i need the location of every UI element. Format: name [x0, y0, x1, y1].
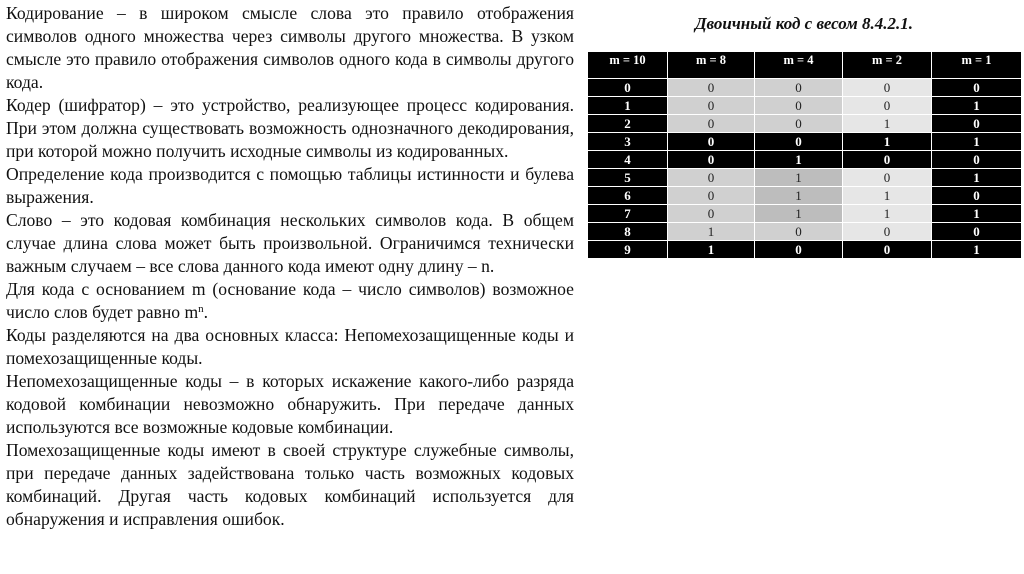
bit-cell: 0	[668, 133, 755, 151]
table-row	[588, 97, 1022, 115]
decimal-digit-cell: 5	[588, 169, 668, 187]
bit-cell: 0	[755, 133, 843, 151]
bit-cell: 0	[755, 79, 843, 97]
paragraph-code-classes: Коды разделяются на два основных класса: Непомехозащищенные коды и помехозащищенные коды.	[6, 325, 574, 368]
table-row	[588, 79, 1022, 97]
bit-cell: 0	[843, 151, 932, 169]
paragraph-word-count: Для кода с основанием m (основание кода – число символов) возможное число слов будет равно $m^n$.	[6, 279, 574, 322]
bit-cell: 1	[755, 151, 843, 169]
bit-cell: 0	[843, 223, 932, 241]
decimal-digit-cell: 9	[588, 241, 668, 259]
bit-cell: 0	[755, 97, 843, 115]
table-header-row	[588, 52, 1022, 79]
bit-cell: 1	[755, 169, 843, 187]
bit-cell: 1	[668, 241, 755, 259]
decimal-digit-cell: 4	[588, 151, 668, 169]
bit-cell: 1	[932, 133, 1022, 151]
table-row	[588, 187, 1022, 205]
bit-cell: 1	[843, 133, 932, 151]
table-row	[588, 115, 1022, 133]
bit-cell: 1	[932, 97, 1022, 115]
table-row	[588, 169, 1022, 187]
header-m10: m = 10	[588, 52, 668, 79]
bit-cell: 0	[932, 223, 1022, 241]
bit-cell: 0	[668, 115, 755, 133]
bit-cell: 0	[668, 97, 755, 115]
bit-cell: 1	[755, 187, 843, 205]
bit-cell: 0	[668, 205, 755, 223]
bit-cell: 0	[668, 151, 755, 169]
paragraph-word-definition: Слово – это кодовая комбинация нескольких символов кода. В общем случае длина слова может быть произвольной. Ограничимся технически важным случаем – все слова данного кода имеют одну длину – n.	[6, 210, 574, 276]
decimal-digit-cell: 0	[588, 79, 668, 97]
bit-cell: 0	[843, 79, 932, 97]
bit-cell: 0	[668, 169, 755, 187]
bit-cell: 1	[755, 205, 843, 223]
bit-cell: 0	[932, 151, 1022, 169]
table-row	[588, 241, 1022, 259]
bit-cell: 1	[843, 115, 932, 133]
header-m8: m = 8	[668, 52, 755, 79]
paragraph-code-specification: Определение кода производится с помощью таблицы истинности и булева выражения.	[6, 164, 574, 207]
bit-cell: 1	[932, 205, 1022, 223]
paragraph-coder-definition: Кодер (шифратор) – это устройство, реализующее процесс кодирования. При этом должна существовать возможность однозначного декодирования, при которой можно получить исходные символы из кодированных.	[6, 95, 574, 161]
decimal-digit-cell: 3	[588, 133, 668, 151]
table-row	[588, 205, 1022, 223]
bit-cell: 1	[843, 187, 932, 205]
bit-cell: 0	[843, 169, 932, 187]
table-row	[588, 133, 1022, 151]
bit-cell: 0	[755, 115, 843, 133]
decimal-digit-cell: 6	[588, 187, 668, 205]
bit-cell: 0	[932, 187, 1022, 205]
bit-cell: 0	[843, 241, 932, 259]
decimal-digit-cell: 7	[588, 205, 668, 223]
bit-cell: 1	[932, 169, 1022, 187]
bit-cell: 0	[932, 115, 1022, 133]
exponent-n: n	[198, 303, 204, 315]
body-text	[6, 2, 574, 574]
bit-cell: 1	[668, 223, 755, 241]
bit-cell: 0	[668, 79, 755, 97]
paragraph-unprotected-codes: Непомехозащищенные коды – в которых искажение какого-либо разряда кодовой комбинации невозможно обнаружить. При передаче данных используются все возможные кодовые комбинации.	[6, 371, 574, 437]
table-title: Двоичный код с весом 8.4.2.1.	[694, 14, 914, 33]
bit-cell: 0	[843, 97, 932, 115]
bit-cell: 1	[843, 205, 932, 223]
header-m1: m = 1	[932, 52, 1022, 79]
header-m2: m = 2	[843, 52, 932, 79]
decimal-digit-cell: 2	[588, 115, 668, 133]
binary-code-table	[587, 51, 1022, 259]
bit-cell: 0	[755, 241, 843, 259]
bit-cell: 0	[932, 79, 1022, 97]
table-row	[588, 223, 1022, 241]
decimal-digit-cell: 8	[588, 223, 668, 241]
table-row	[588, 151, 1022, 169]
bit-cell: 0	[755, 223, 843, 241]
paragraph-protected-codes: Помехозащищенные коды имеют в своей структуре служебные символы, при передаче данных задействована только часть возможных кодовых комбинаций. Другая часть кодовых комбинаций используется для обнаружения и исправления ошибок.	[6, 440, 574, 529]
paragraph-coding-definition: Кодирование – в широком смысле слова это правило отображения символов одного множества через символы другого множества. В узком смысле это правило отображения символов одного кода в символы другого кода.	[6, 3, 574, 92]
decimal-digit-cell: 1	[588, 97, 668, 115]
bit-cell: 1	[932, 241, 1022, 259]
bit-cell: 0	[668, 187, 755, 205]
header-m4: m = 4	[755, 52, 843, 79]
